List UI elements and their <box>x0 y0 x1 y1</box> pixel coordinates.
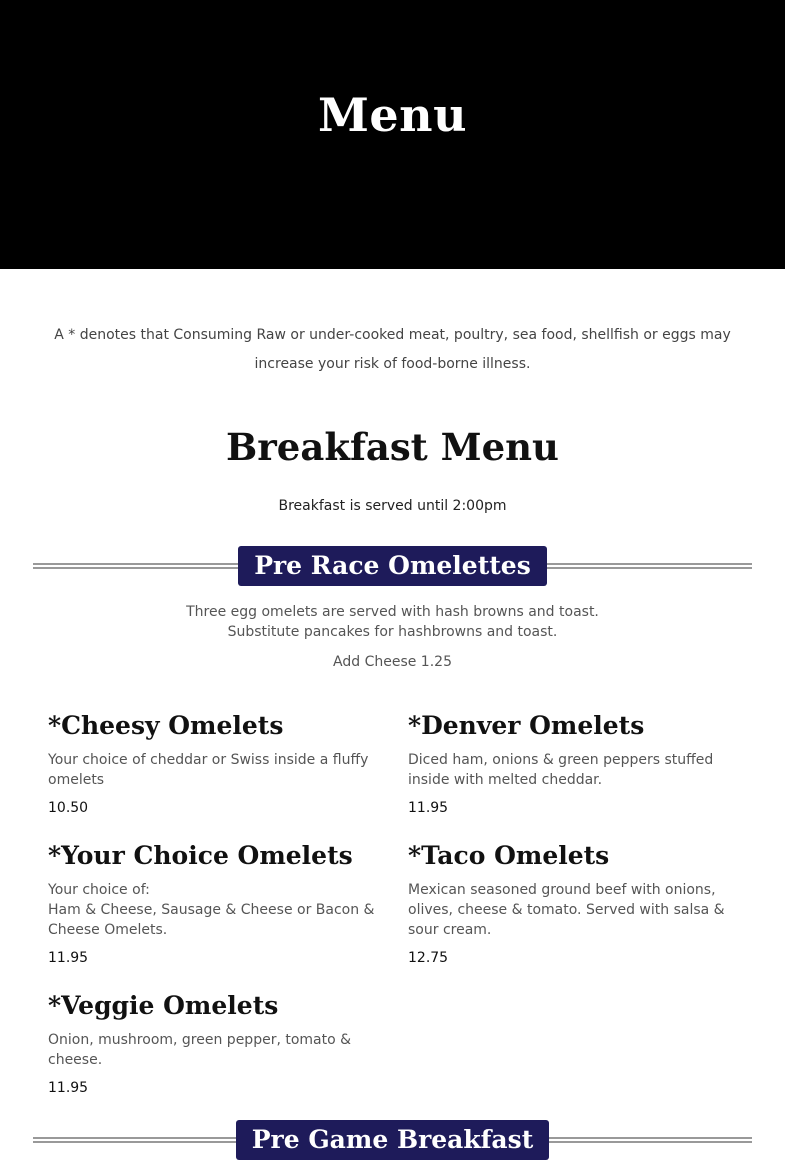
menu-item-taco-omelets <box>408 840 753 966</box>
hero-banner <box>0 0 785 269</box>
menu-item-name: *Veggie Omelets <box>48 991 279 1021</box>
menu-item-name: *Denver Omelets <box>408 711 645 741</box>
pre-game-breakfast-banner: Pre Game Breakfast <box>236 1120 550 1160</box>
menu-item-description-line-1: Your choice of: <box>48 882 150 899</box>
menu-item-your-choice-omelets <box>48 840 408 966</box>
menu-item-description: Mexican seasoned ground beef with onions, olives, cheese & tomato. Served with salsa & sour cream. <box>408 882 725 939</box>
menu-item-price: 12.75 <box>408 950 449 967</box>
menu-item-cheesy-omelets <box>48 710 408 816</box>
pre-race-omelettes-header <box>33 546 752 586</box>
menu-item-description: Diced ham, onions & green peppers stuffed inside with melted cheddar. <box>408 752 714 789</box>
menu-item-description-line-2: Ham & Cheese, Sausage & Cheese or Bacon & Cheese Omelets. <box>48 902 375 939</box>
menu-item-description <box>48 880 408 940</box>
menu-item-name: *Taco Omelets <box>408 841 610 871</box>
omelet-items <box>48 710 785 1120</box>
omelet-note-line-2: Substitute pancakes for hashbrowns and toast. <box>227 624 558 641</box>
breakfast-menu-title: Breakfast Menu <box>226 425 559 469</box>
add-cheese-note: Add Cheese 1.25 <box>333 654 452 671</box>
omelet-note <box>0 602 785 642</box>
menu-item-denver-omelets <box>408 710 753 816</box>
menu-item-description: Onion, mushroom, green pepper, tomato & cheese. <box>48 1032 352 1069</box>
menu-item-veggie-omelets <box>48 990 408 1096</box>
breakfast-hours: Breakfast is served until 2:00pm <box>278 498 507 515</box>
menu-item-price: 11.95 <box>48 1080 89 1097</box>
pre-race-omelettes-banner: Pre Race Omelettes <box>238 546 547 586</box>
menu-item-price: 11.95 <box>408 800 449 817</box>
menu-item-name: *Your Choice Omelets <box>48 841 353 871</box>
menu-item-price: 10.50 <box>48 800 89 817</box>
raw-food-disclaimer: A * denotes that Consuming Raw or under-cooked meat, poultry, sea food, shellfish or eggs may increase your risk of food-borne illness. <box>54 327 731 372</box>
page-title: Menu <box>317 88 468 142</box>
menu-item-name: *Cheesy Omelets <box>48 711 284 741</box>
omelet-note-line-1: Three egg omelets are served with hash browns and toast. <box>186 604 599 621</box>
menu-item-price: 11.95 <box>48 950 89 967</box>
menu-item-description: Your choice of cheddar or Swiss inside a fluffy omelets <box>48 752 369 789</box>
pre-game-breakfast-header <box>33 1120 752 1160</box>
